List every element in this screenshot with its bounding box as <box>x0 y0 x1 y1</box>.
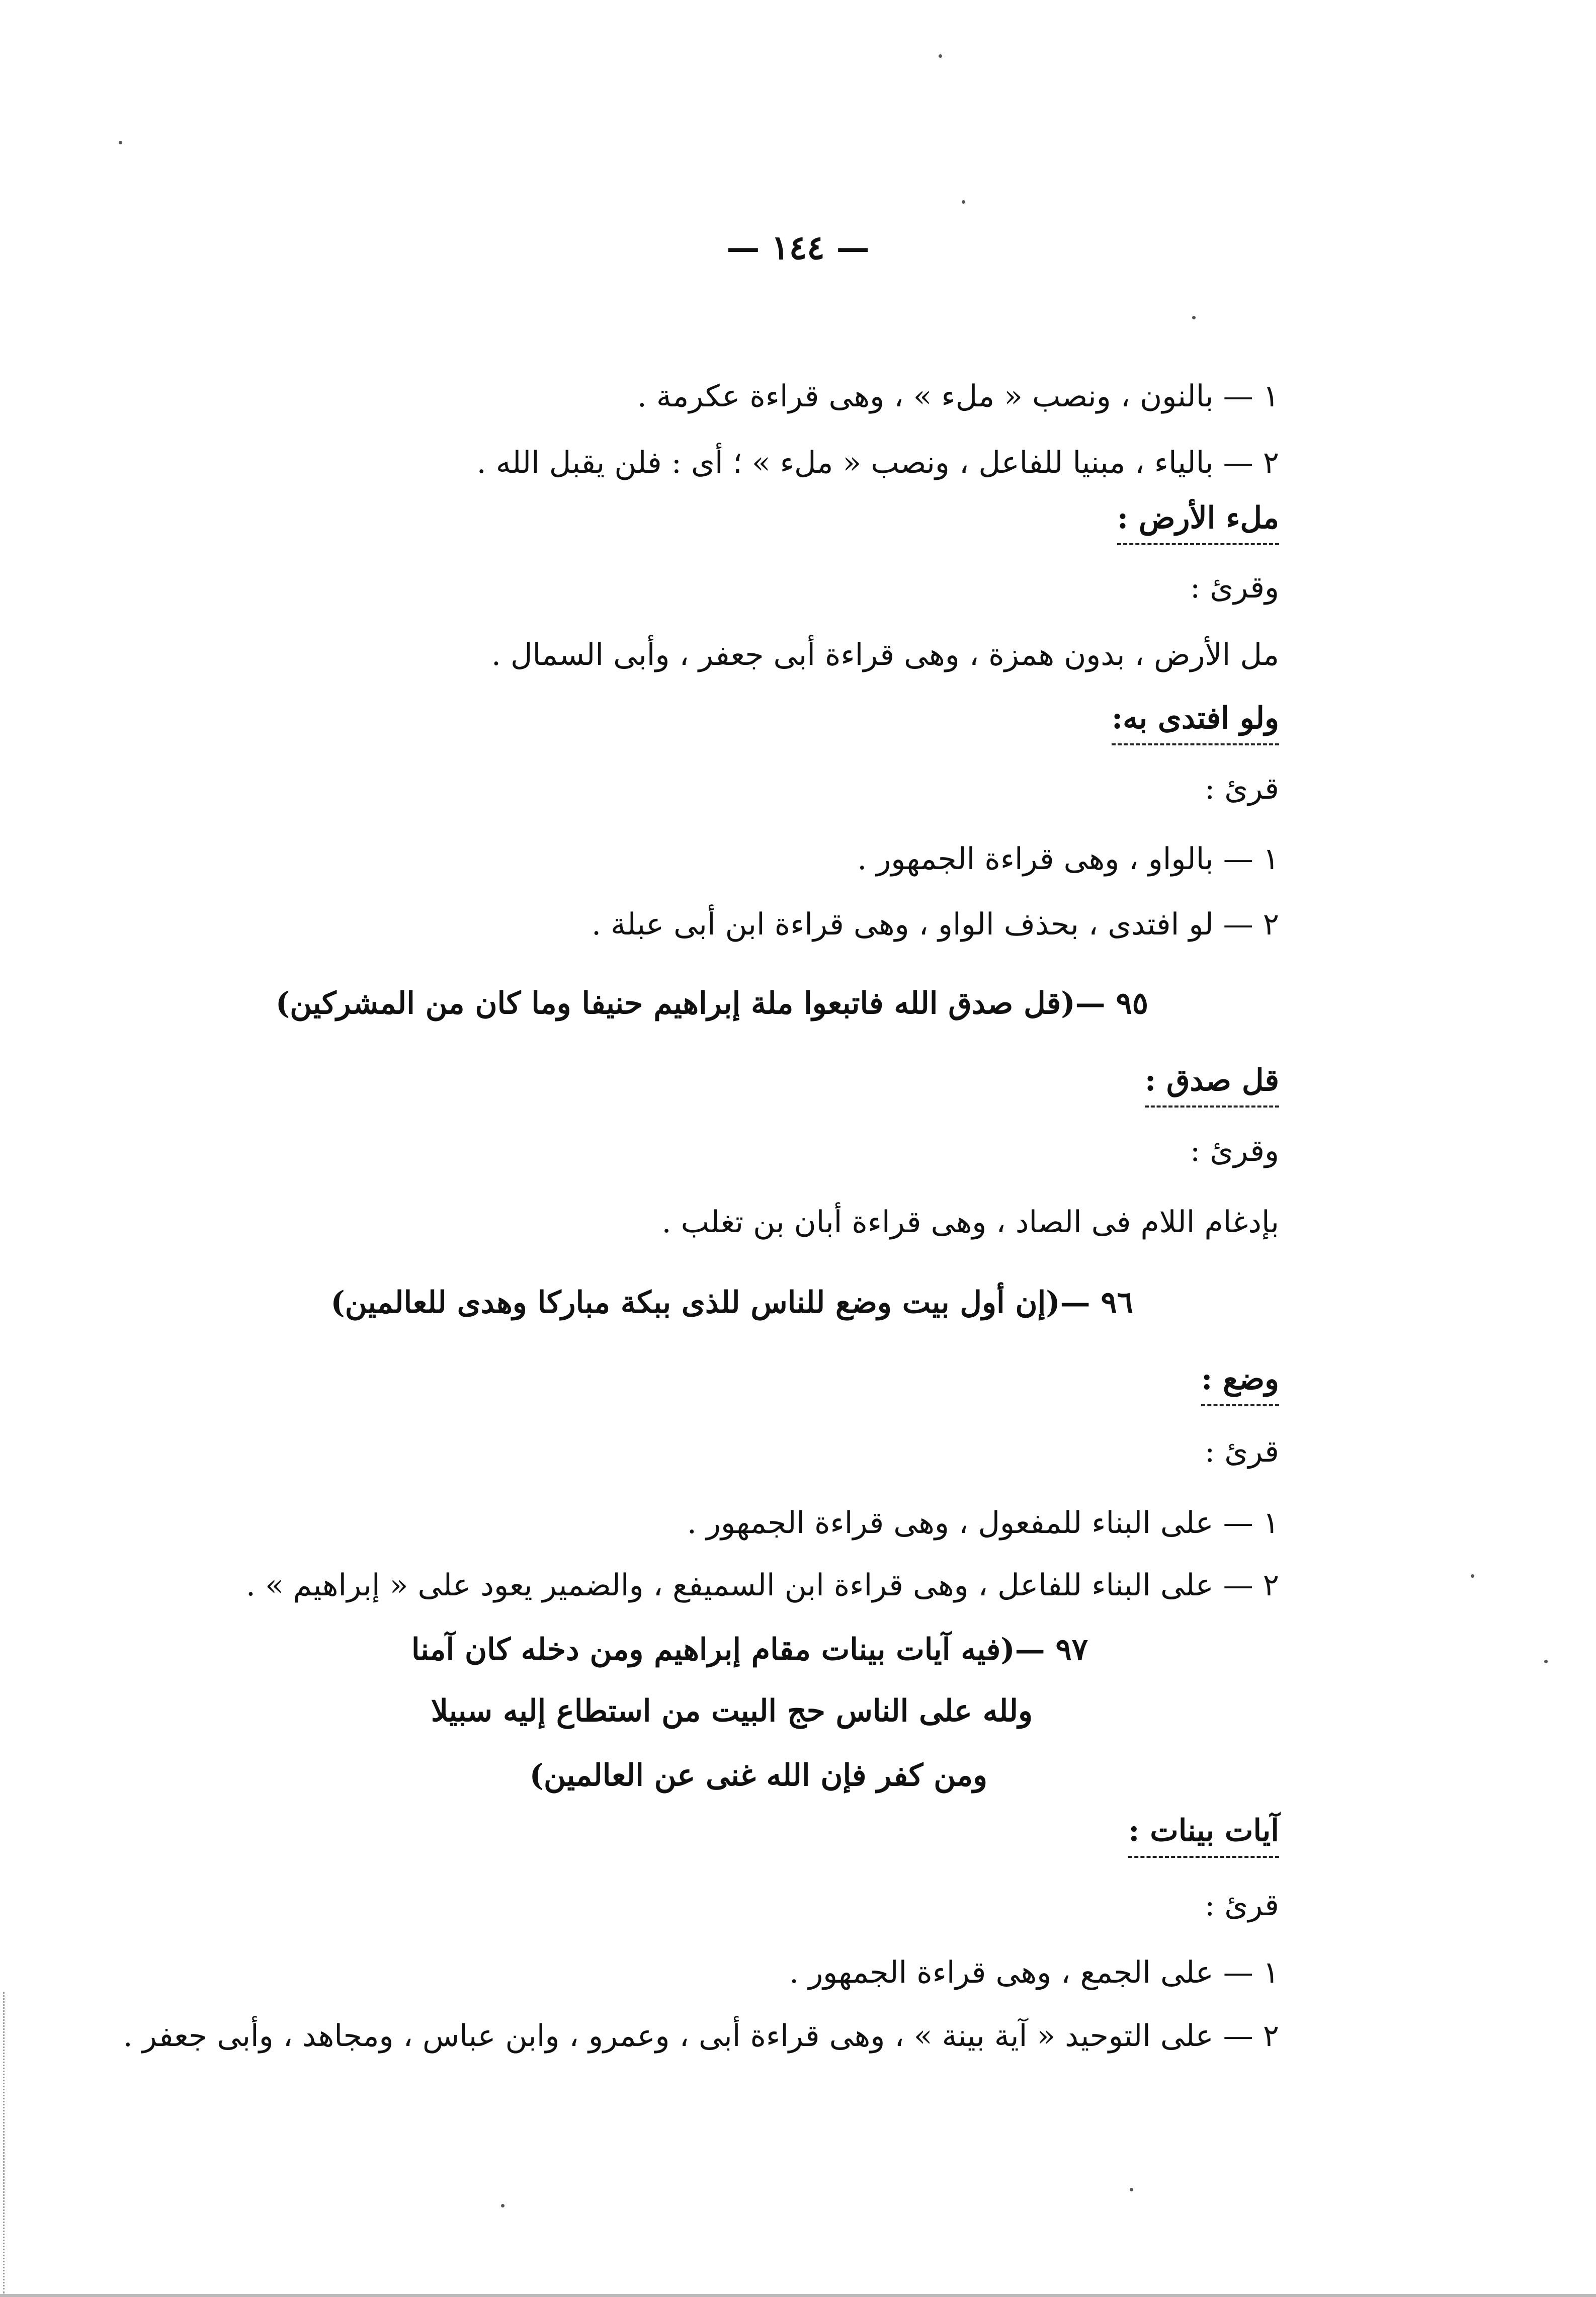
reading-item-1: ١ — على البناء للمفعول ، وهى قراءة الجمهور . <box>687 1505 1279 1541</box>
qurria-label: قرئ : <box>1204 771 1279 806</box>
qurria-label: قرئ : <box>1204 1888 1279 1923</box>
reading-text: مل الأرض ، بدون همزة ، وهى قراءة أبى جعفر ، وأبى السمال . <box>491 637 1279 672</box>
section-heading-qul-sadaqa: قل صدق : <box>1145 1060 1279 1108</box>
scan-speck <box>1192 316 1196 319</box>
reading-item-2: ٢ — لو افتدى ، بحذف الواو ، وهى قراءة ابن أبى عبلة . <box>592 907 1279 942</box>
reading-item-1: ١ — بالواو ، وهى قراءة الجمهور . <box>857 841 1279 877</box>
section-heading-wa-law-iftada: ولو افتدى به: <box>1112 698 1279 745</box>
scan-speck <box>501 2204 505 2207</box>
scan-bottom-edge <box>0 2294 1596 2297</box>
section-heading-mil-al-ard: ملء الأرض : <box>1117 498 1279 545</box>
verse-95: ٩٥ —(قل صدق الله فاتبعوا ملة إبراهيم حنيفا وما كان من المشركين) <box>275 986 1148 1021</box>
qurria-label: وقرئ : <box>1190 570 1279 605</box>
reading-item-1: ١ — على الجمع ، وهى قراءة الجمهور . <box>789 1955 1279 1990</box>
reading-text: بإدغام اللام فى الصاد ، وهى قراءة أبان بن تغلب . <box>661 1205 1279 1240</box>
scan-speck <box>1130 2188 1133 2191</box>
section-heading-wudia: وضع : <box>1201 1359 1279 1406</box>
reading-item-2: ٢ — على التوحيد « آية بينة » ، وهى قراءة أبى ، وعمرو ، وابن عباس ، ومجاهد ، وأبى جعفر . <box>123 2018 1279 2054</box>
section-heading-ayat-bayyinat: آيات بينات : <box>1128 1811 1279 1858</box>
reading-item-2: ٢ — على البناء للفاعل ، وهى قراءة ابن السميفع ، والضمير يعود على « إبراهيم » . <box>245 1568 1279 1603</box>
page-number: — ١٤٤ — <box>726 228 870 267</box>
verse-96: ٩٦ —(إن أول بيت وضع للناس للذى ببكة مباركا وهدى للعالمين) <box>330 1285 1133 1320</box>
reading-item-2: ٢ — بالياء ، مبنيا للفاعل ، ونصب « ملء » ؛ أى : فلن يقبل الله . <box>476 445 1279 480</box>
verse-97-line-1: ٩٧ —(فيه آيات بينات مقام إبراهيم ومن دخله كان آمنا <box>411 1632 1088 1667</box>
reading-item-1: ١ — بالنون ، ونصب « ملء » ، وهى قراءة عكرمة . <box>637 379 1279 414</box>
scan-speck <box>119 141 122 144</box>
verse-97-line-2: ولله على الناس حج البيت من استطاع إليه سبيلا <box>431 1693 1033 1729</box>
scan-speck <box>939 54 942 58</box>
scan-speck <box>962 200 965 204</box>
scan-speck <box>1544 1660 1548 1663</box>
qurria-label: وقرئ : <box>1190 1133 1279 1168</box>
verse-97-line-3: ومن كفر فإن الله غنى عن العالمين) <box>529 1758 987 1793</box>
scan-left-edge <box>3 1992 5 2293</box>
scan-speck <box>1471 1574 1474 1578</box>
qurria-label: قرئ : <box>1204 1434 1279 1469</box>
